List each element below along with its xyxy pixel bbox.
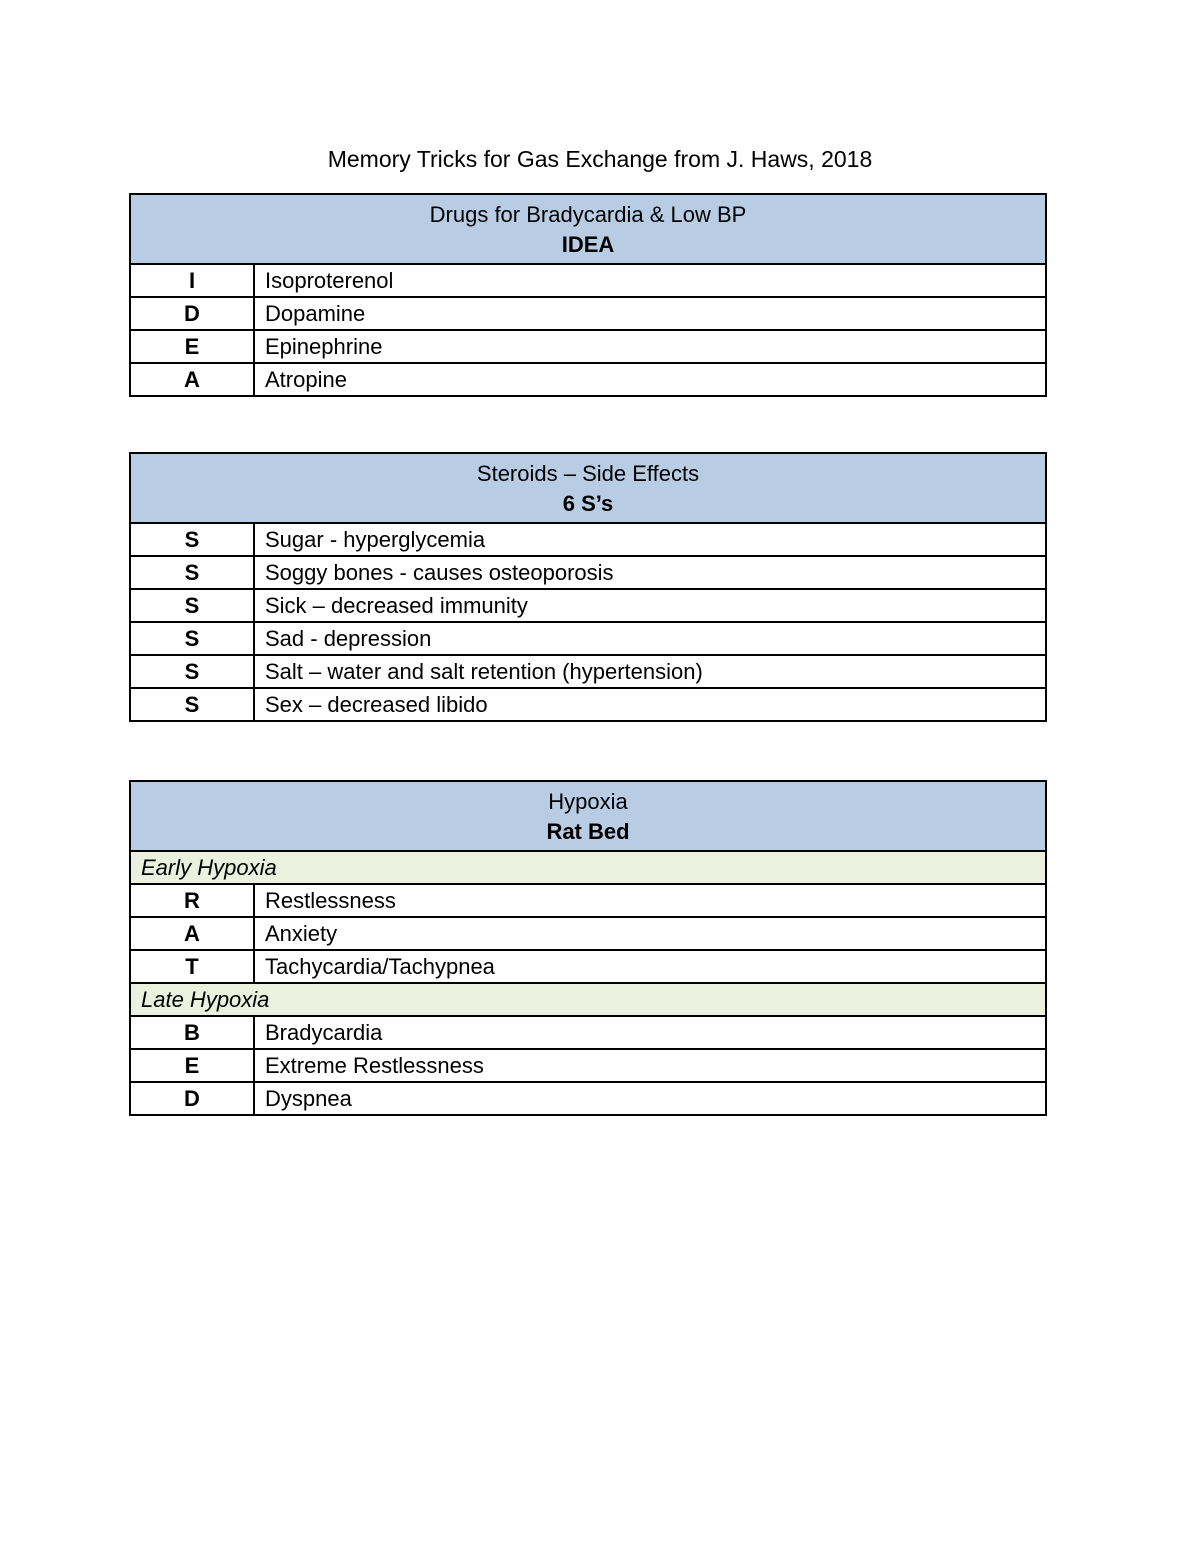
- mnemonic-letter: B: [130, 1016, 254, 1049]
- mnemonic-letter: S: [130, 622, 254, 655]
- table-row: [130, 950, 1046, 983]
- table-row: [130, 363, 1046, 396]
- table-row: [130, 556, 1046, 589]
- mnemonic-meaning: Bradycardia: [254, 1016, 1046, 1049]
- mnemonic-meaning: Sugar - hyperglycemia: [254, 523, 1046, 556]
- mnemonic-letter: S: [130, 556, 254, 589]
- table-row: [130, 1082, 1046, 1115]
- table-row: [130, 622, 1046, 655]
- table-heading: Steroids – Side Effects: [476, 461, 700, 486]
- section-row: [130, 851, 1046, 884]
- mnemonic-letter: S: [130, 523, 254, 556]
- section-row: [130, 983, 1046, 1016]
- mnemonic-letter: D: [130, 1082, 254, 1115]
- table-row: [130, 330, 1046, 363]
- late-hypoxia-section: Late Hypoxia: [130, 983, 1046, 1016]
- mnemonic-letter: S: [130, 655, 254, 688]
- mnemonic-meaning: Dyspnea: [254, 1082, 1046, 1115]
- table-header: [130, 781, 1046, 851]
- mnemonic-letter: A: [130, 363, 254, 396]
- table-header-row: [130, 781, 1046, 851]
- mnemonic-meaning: Salt – water and salt retention (hypertension): [254, 655, 1046, 688]
- idea-table: [129, 193, 1047, 397]
- table-row: [130, 917, 1046, 950]
- mnemonic-letter: T: [130, 950, 254, 983]
- table-row: [130, 655, 1046, 688]
- mnemonic-letter: E: [130, 1049, 254, 1082]
- table-header-row: [130, 453, 1046, 523]
- mnemonic-meaning: Sick – decreased immunity: [254, 589, 1046, 622]
- mnemonic-meaning: Atropine: [254, 363, 1046, 396]
- table-row: [130, 688, 1046, 721]
- table-row: [130, 264, 1046, 297]
- table-row: [130, 884, 1046, 917]
- table-header: [130, 453, 1046, 523]
- mnemonic-letter: D: [130, 297, 254, 330]
- table-row: [130, 1016, 1046, 1049]
- table-row: [130, 297, 1046, 330]
- table-header-row: [130, 194, 1046, 264]
- mnemonic-meaning: Restlessness: [254, 884, 1046, 917]
- mnemonic-letter: S: [130, 589, 254, 622]
- table-row: [130, 523, 1046, 556]
- steroids-table: [129, 452, 1047, 722]
- mnemonic-letter: S: [130, 688, 254, 721]
- mnemonic-meaning: Extreme Restlessness: [254, 1049, 1046, 1082]
- hypoxia-table: [129, 780, 1047, 1116]
- early-hypoxia-section: Early Hypoxia: [130, 851, 1046, 884]
- mnemonic-letter: R: [130, 884, 254, 917]
- table-heading: Hypoxia: [548, 789, 628, 814]
- mnemonic-meaning: Sex – decreased libido: [254, 688, 1046, 721]
- mnemonic-label: IDEA: [561, 232, 615, 257]
- page-title: Memory Tricks for Gas Exchange from J. Haws, 2018: [327, 146, 873, 172]
- table-heading: Drugs for Bradycardia & Low BP: [429, 202, 747, 227]
- table-row: [130, 589, 1046, 622]
- mnemonic-meaning: Soggy bones - causes osteoporosis: [254, 556, 1046, 589]
- mnemonic-letter: I: [130, 264, 254, 297]
- mnemonic-label: Rat Bed: [546, 819, 630, 844]
- mnemonic-meaning: Isoproterenol: [254, 264, 1046, 297]
- mnemonic-meaning: Anxiety: [254, 917, 1046, 950]
- mnemonic-letter: A: [130, 917, 254, 950]
- mnemonic-label: 6 S’s: [562, 491, 614, 516]
- mnemonic-meaning: Sad - depression: [254, 622, 1046, 655]
- mnemonic-meaning: Epinephrine: [254, 330, 1046, 363]
- mnemonic-meaning: Dopamine: [254, 297, 1046, 330]
- table-row: [130, 1049, 1046, 1082]
- table-header: [130, 194, 1046, 264]
- mnemonic-letter: E: [130, 330, 254, 363]
- mnemonic-meaning: Tachycardia/Tachypnea: [254, 950, 1046, 983]
